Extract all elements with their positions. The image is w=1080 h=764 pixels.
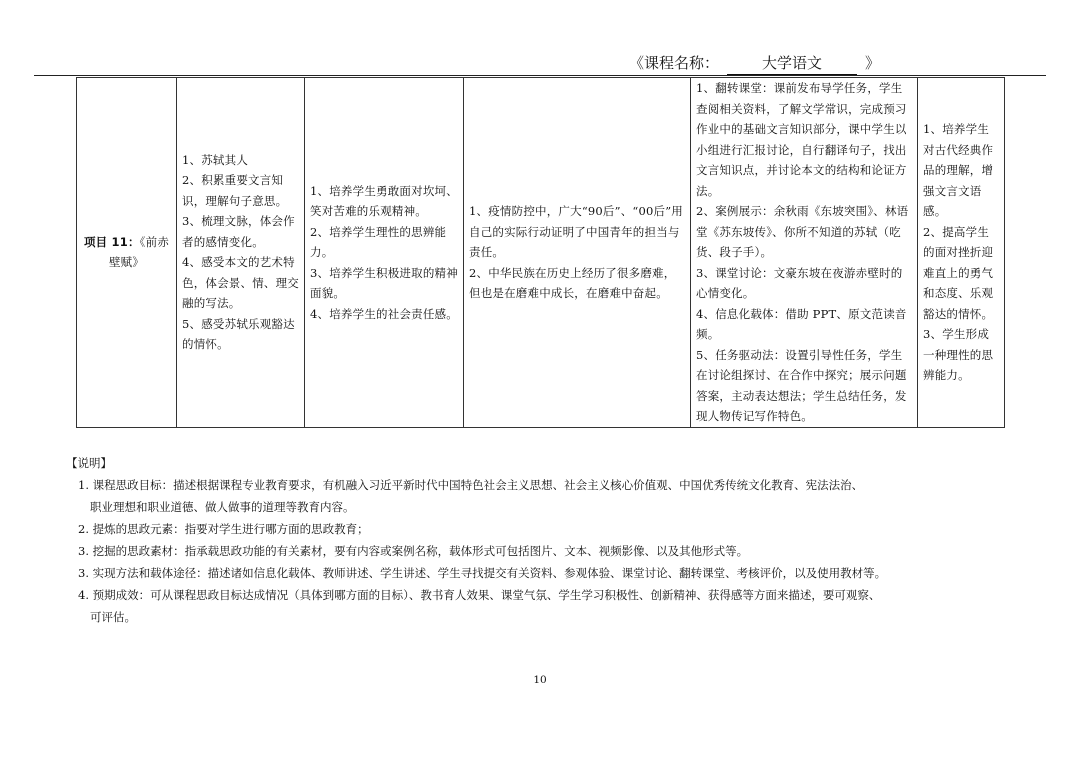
list-item: 1、疫情防控中，广大“90后”、“00后”用自己的实际行动证明了中国青年的担当与责任。: [469, 204, 683, 259]
note-continuation: 职业理想和职业道德、做人做事的道理等教育内容。: [90, 500, 355, 514]
project-cell: [77, 78, 177, 428]
list-item: 2、提高学生的面对挫折迎难直上的勇气和态度、乐观豁达的情怀。: [923, 224, 994, 321]
project-title: 《前赤壁赋》: [108, 234, 170, 270]
note-text: 4. 预期成效：可从课程思政目标达成情况（具体到哪方面的目标）、教书育人效果、课堂气氛、学生学习积极性、创新精神、获得感等方面来描述，要可观察、: [78, 588, 881, 602]
list-item: 1、翻转课堂：课前发布导学任务，学生查阅相关资料，了解文学常识，完成预习作业中的基础文言知识部分，课中学生以小组进行汇报讨论，自行翻译句子，找出文言知识点，并讨论本文的结构和论证方法。: [696, 81, 907, 198]
notes-section: [66, 452, 1026, 628]
list-item: 5、感受苏轼乐观豁达的情怀。: [182, 316, 295, 352]
list-item: 4、培养学生的社会责任感。: [310, 306, 458, 321]
note-continuation: 可评估。: [90, 610, 136, 624]
course-name: 大学语文: [727, 52, 857, 75]
list-item: 2、案例展示：余秋雨《东坡突围》、林语堂《苏东坡传》、你所不知道的苏轼（吃货、段子手）。: [696, 204, 909, 259]
note-text: 3. 挖掘的思政素材：指承载思政功能的有关素材，要有内容或案例名称，载体形式可包括图片、文本、视频影像、以及其他形式等。: [78, 544, 749, 558]
note-item: [66, 562, 1026, 584]
notes-title: 【说明】: [66, 456, 112, 470]
list-item: 2、培养学生理性的思辨能力。: [310, 224, 447, 259]
objectives-cell: [177, 78, 305, 428]
list-item: 1、培养学生勇敢面对坎坷、笑对苦难的乐观精神。: [310, 183, 458, 218]
elements-cell: [305, 78, 464, 428]
outcomes-cell: [918, 78, 1005, 428]
materials-cell: [464, 78, 691, 428]
header-rule: [34, 75, 1046, 76]
list-item: 3、培养学生积极进取的精神面貌。: [310, 265, 458, 300]
page-header: [0, 52, 880, 75]
list-item: 3、梳理文脉，体会作者的感情变化。: [182, 214, 295, 249]
course-title-prefix: 《课程名称：: [628, 54, 719, 72]
page-number: 10: [533, 674, 547, 686]
list-item: 4、信息化载体：借助 PPT、原文范读音频。: [696, 306, 907, 341]
list-item: 5、任务驱动法：设置引导性任务，学生在讨论组探讨、在合作中探究；展示问题答案，主动表达想法；学生总结任务，发现人物传记写作特色。: [696, 347, 907, 423]
list-item: 3、课堂讨论：文豪东坡在夜游赤壁时的心情变化。: [696, 265, 903, 300]
note-item: [66, 584, 1026, 628]
list-item: 2、中华民族在历史上经历了很多磨难，但也是在磨难中成长，在磨难中奋起。: [469, 265, 676, 300]
note-text: 3. 实现方法和载体途径：描述诸如信息化载体、教师讲述、学生讲述、学生寻找提交有关资料、参观体验、课堂讨论、翻转课堂、考核评价，以及使用教材等。: [78, 566, 887, 580]
list-item: 4、感受本文的艺术特色，体会景、情、理交融的写法。: [182, 255, 299, 311]
list-item: 2、积累重要文言知识，理解句子意思。: [182, 173, 288, 208]
list-item: 1、苏轼其人: [182, 152, 249, 167]
note-item: [66, 474, 1026, 518]
methods-cell: [691, 78, 918, 428]
course-title-suffix: 》: [864, 54, 880, 72]
note-item: [66, 540, 1026, 562]
table-row: [77, 78, 1005, 428]
course-plan-table: [76, 77, 1005, 428]
list-item: 3、学生形成一种理性的思辨能力。: [923, 327, 994, 382]
note-text: 2. 提炼的思政元素：指要对学生进行哪方面的思政教育；: [78, 522, 369, 536]
note-item: [66, 518, 1026, 540]
note-text: 1. 课程思政目标：描述根据课程专业教育要求，有机融入习近平新时代中国特色社会主义思想、社会主义核心价值观、中国优秀传统文化教育、宪法法治、: [78, 478, 864, 492]
list-item: 1、培养学生对古代经典作品的理解，增强文言文语感。: [923, 122, 994, 218]
project-number: 项目 11：: [83, 234, 140, 249]
